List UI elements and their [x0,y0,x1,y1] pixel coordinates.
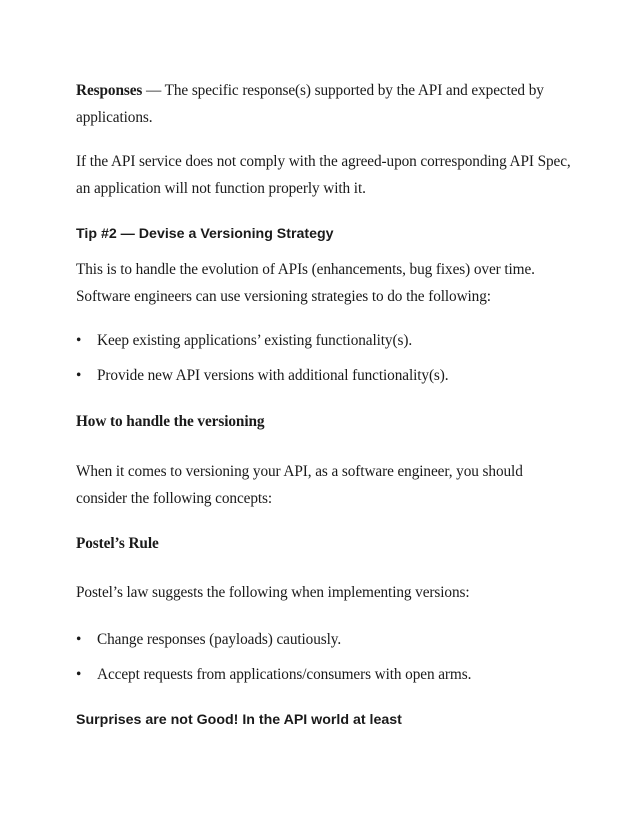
list-item [76,661,576,688]
paragraph-compliance: If the API service does not comply with the agreed-upon corresponding API Spec, an application will not function properly with it. [76,153,571,197]
paragraph-postel: Postel’s law suggests the following when implementing versions: [76,584,470,601]
list-item-text: Change responses (payloads) cautiously. [97,631,342,648]
heading-handle-versioning: How to handle the versioning [76,413,265,430]
tip2-heading: Tip #2 — Devise a Versioning Strategy [76,226,334,242]
bullet-icon: • [76,332,82,349]
list-item [76,362,576,389]
bullet-icon: • [76,367,82,384]
responses-term: Responses [76,82,143,99]
bullet-icon: • [76,666,82,683]
heading-surprises: Surprises are not Good! In the API world at least [76,712,402,728]
paragraph-versioning-intro: This is to handle the evolution of APIs (enhancements, bug fixes) over time. Software engineers can use versioning strategies to do the following: [76,261,535,305]
responses-description: — The specific response(s) supported by the API and expected by applications. [76,82,544,126]
paragraph-responses [76,77,576,131]
list-item-text: Accept requests from applications/consumers with open arms. [97,666,472,683]
list-item [76,626,576,653]
heading-postel: Postel’s Rule [76,535,159,552]
paragraph-concepts: When it comes to versioning your API, as a software engineer, you should consider the following concepts: [76,463,523,507]
list-item [76,327,576,354]
list-item-text: Keep existing applications’ existing functionality(s). [97,332,413,349]
list-item-text: Provide new API versions with additional functionality(s). [97,367,449,384]
bullet-icon: • [76,631,82,648]
